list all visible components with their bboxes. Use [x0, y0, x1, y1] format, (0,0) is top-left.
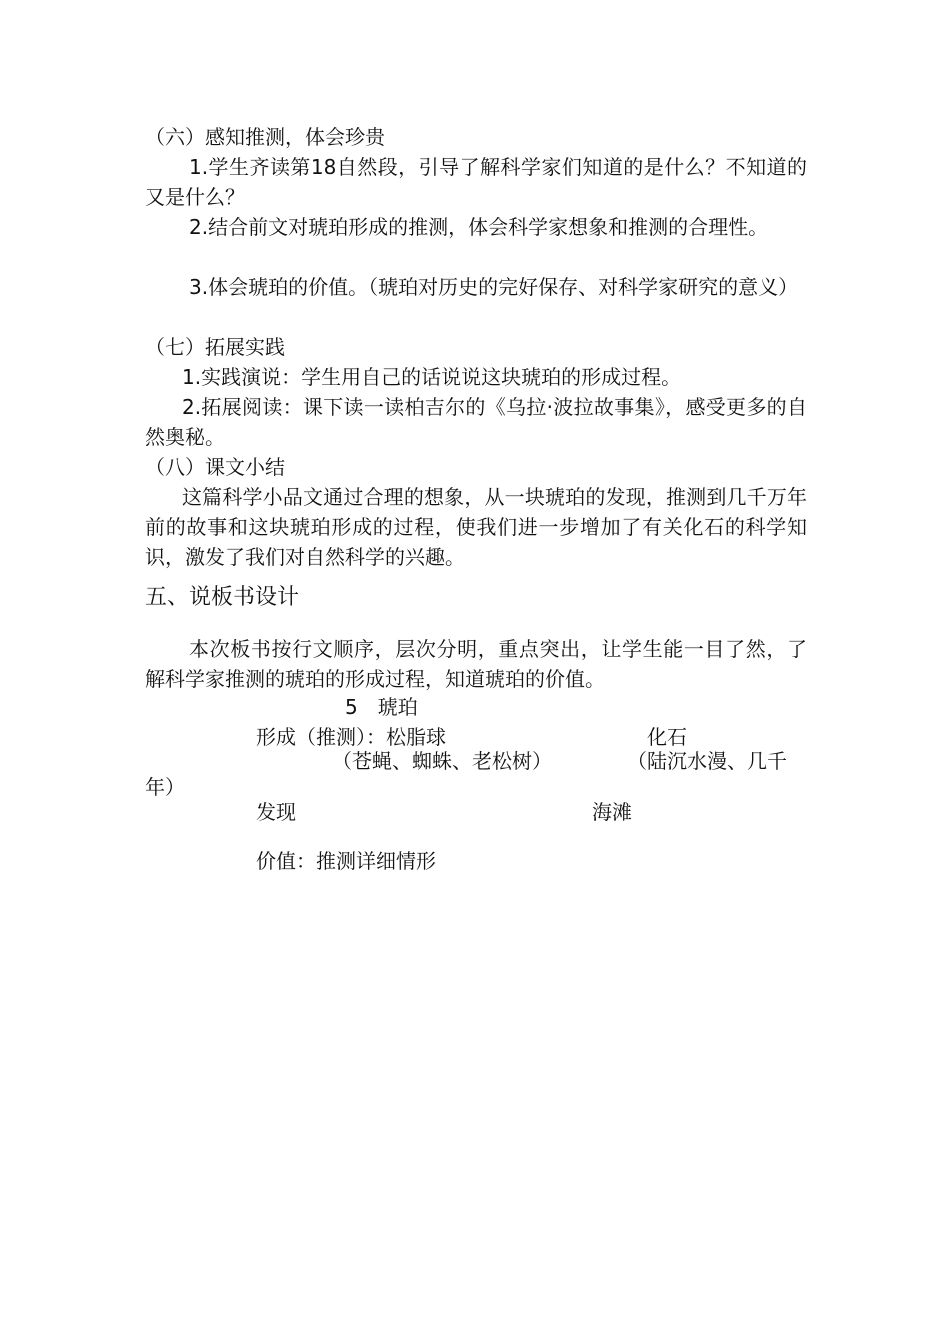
board-fossil: 化石	[647, 725, 687, 749]
board-formation: 形成（推测）：松脂球	[256, 725, 446, 749]
section-8-body: 这篇科学小品文通过合理的想象，从一块琥珀的发现，推测到几千万年前的故事和这块琥珀形成的过程，使我们进一步增加了有关化石的科学知识，激发了我们对自然科学的兴趣。	[145, 485, 807, 569]
board-beach: 海滩	[592, 800, 632, 824]
section-8-heading: （八）课文小结	[145, 455, 285, 479]
section-5-body: 本次板书按行文顺序，层次分明，重点突出，让学生能一目了然，了解科学家推测的琥珀的形成过程，知道琥珀的价值。	[145, 637, 807, 691]
section-6-item-1: 1.学生齐读第18自然段，引导了解科学家们知道的是什么？不知道的又是什么？	[145, 155, 807, 209]
section-6-item-3: 3.体会琥珀的价值。（琥珀对历史的完好保存、对科学家研究的意义）	[189, 275, 799, 299]
board-formation-detail: （苍蝇、蜘蛛、老松树）	[332, 749, 552, 773]
section-5-heading: 五、说板书设计	[145, 585, 300, 610]
board-value: 价值：推测详细情形	[256, 849, 436, 873]
board-fossil-detail: （陆沉水漫、几千	[627, 749, 787, 773]
section-6-heading: （六）感知推测，体会珍贵	[145, 125, 385, 149]
section-6-item-2: 2.结合前文对琥珀形成的推测，体会科学家想象和推测的合理性。	[189, 215, 769, 239]
section-7-item-1: 1.实践演说：学生用自己的话说说这块琥珀的形成过程。	[182, 365, 682, 389]
section-7-item-2: 2.拓展阅读：课下读一读柏吉尔的《乌拉·波拉故事集》，感受更多的自然奥秘。	[145, 395, 807, 449]
board-title: 5 琥珀	[345, 695, 418, 719]
board-fossil-detail-cont: 年）	[145, 775, 185, 799]
section-7-heading: （七）拓展实践	[145, 335, 285, 359]
board-discovery: 发现	[256, 800, 296, 824]
